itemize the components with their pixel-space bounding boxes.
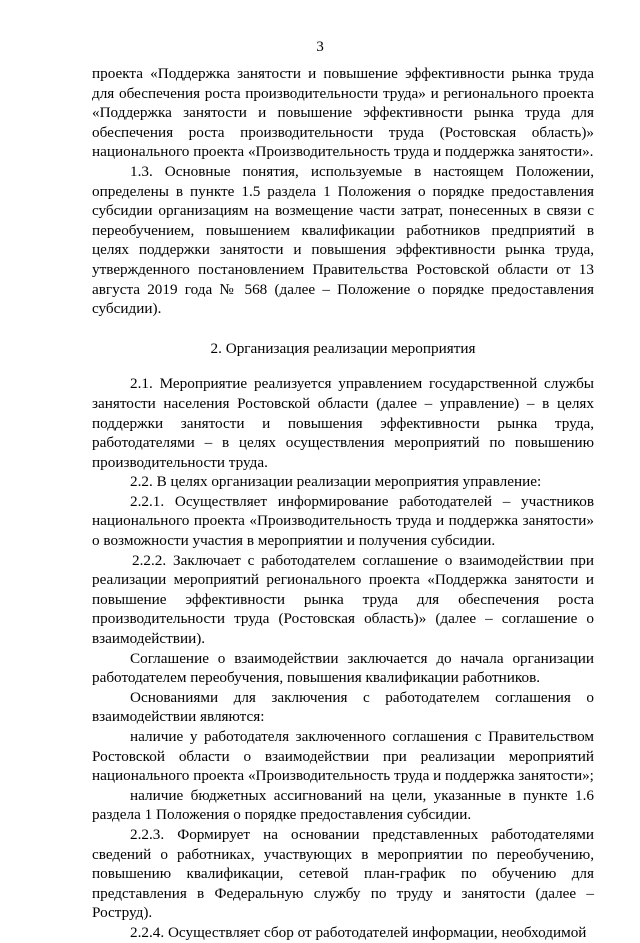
page-number: 3 xyxy=(316,38,324,55)
paragraph: 2.2.1. Осуществляет информирование работодателей – участников национального проекта «Производительность труда и поддержка занятости» о возможности участия в мероприятии и получения субсидии. xyxy=(92,492,594,550)
paragraph: 1.3. Основные понятия, используемые в настоящем Положении, определены в пункте 1.5 раздела 1 Положения о порядке предоставления субсидии организациям на возмещение части затрат, понесенных в связи с переобучением, повышением квалификации работников предприятий в целях поддержки занятости и повышения эффективности рынка труда, утвержденного постановлением Правительства Ростовской области от 13 августа 2019 года № 568 (далее – Положение о порядке предоставления субсидии). xyxy=(92,162,594,318)
paragraph: 2.2.2. Заключает с работодателем соглашение о взаимодействии при реализации мероприятий регионального проекта «Поддержка занятости и повышение эффективности рынка труда для обеспечения роста производительности труда (Ростовская область)» (далее – соглашение о взаимодействии). xyxy=(92,551,594,648)
paragraph: 2.1. Мероприятие реализуется управлением государственной службы занятости населения Ростовской области (далее – управление) – в целях поддержки занятости и повышения эффективности рынка труда, работодателями – в целях осуществления мероприятий по повышению производительности труда. xyxy=(92,375,594,471)
paragraph: 2.2. В целях организации реализации мероприятия управление: xyxy=(130,473,542,491)
paragraph: наличие у работодателя заключенного соглашения с Правительством Ростовской области о взаимодействии при реализации мероприятий национального проекта «Производительность труда и поддержка занятости»; xyxy=(92,728,594,785)
document-body xyxy=(92,64,594,943)
paragraph: наличие бюджетных ассигнований на цели, указанные в пункте 1.6 раздела 1 Положения о порядке предоставления субсидии. xyxy=(92,786,594,824)
section-heading: 2. Организация реализации мероприятия xyxy=(210,339,476,357)
paragraph: 2.2.3. Формирует на основании представленных работодателями сведений о работниках, участвующих в мероприятии по переобучению, повышению квалификации, сетевой план-график по обучению для представления в Федеральную службу по труду и занятости (далее – Роструд). xyxy=(92,825,594,922)
paragraph: Основаниями для заключения с работодателем соглашения о взаимодействии являются: xyxy=(92,688,594,726)
paragraph: проекта «Поддержка занятости и повышение эффективности рынка труда для обеспечения роста производительности труда» и регионального проекта «Поддержка занятости и повышение эффективности рынка труда для обеспечения роста производительности труда (Ростовская область)» национального проекта «Производительность труда и поддержка занятости». xyxy=(92,65,594,161)
paragraph: 2.2.4. Осуществляет сбор от работодателей информации, необходимой xyxy=(130,923,587,941)
paragraph: Соглашение о взаимодействии заключается до начала организации работодателем переобучения, повышения квалификации работников. xyxy=(92,649,594,687)
